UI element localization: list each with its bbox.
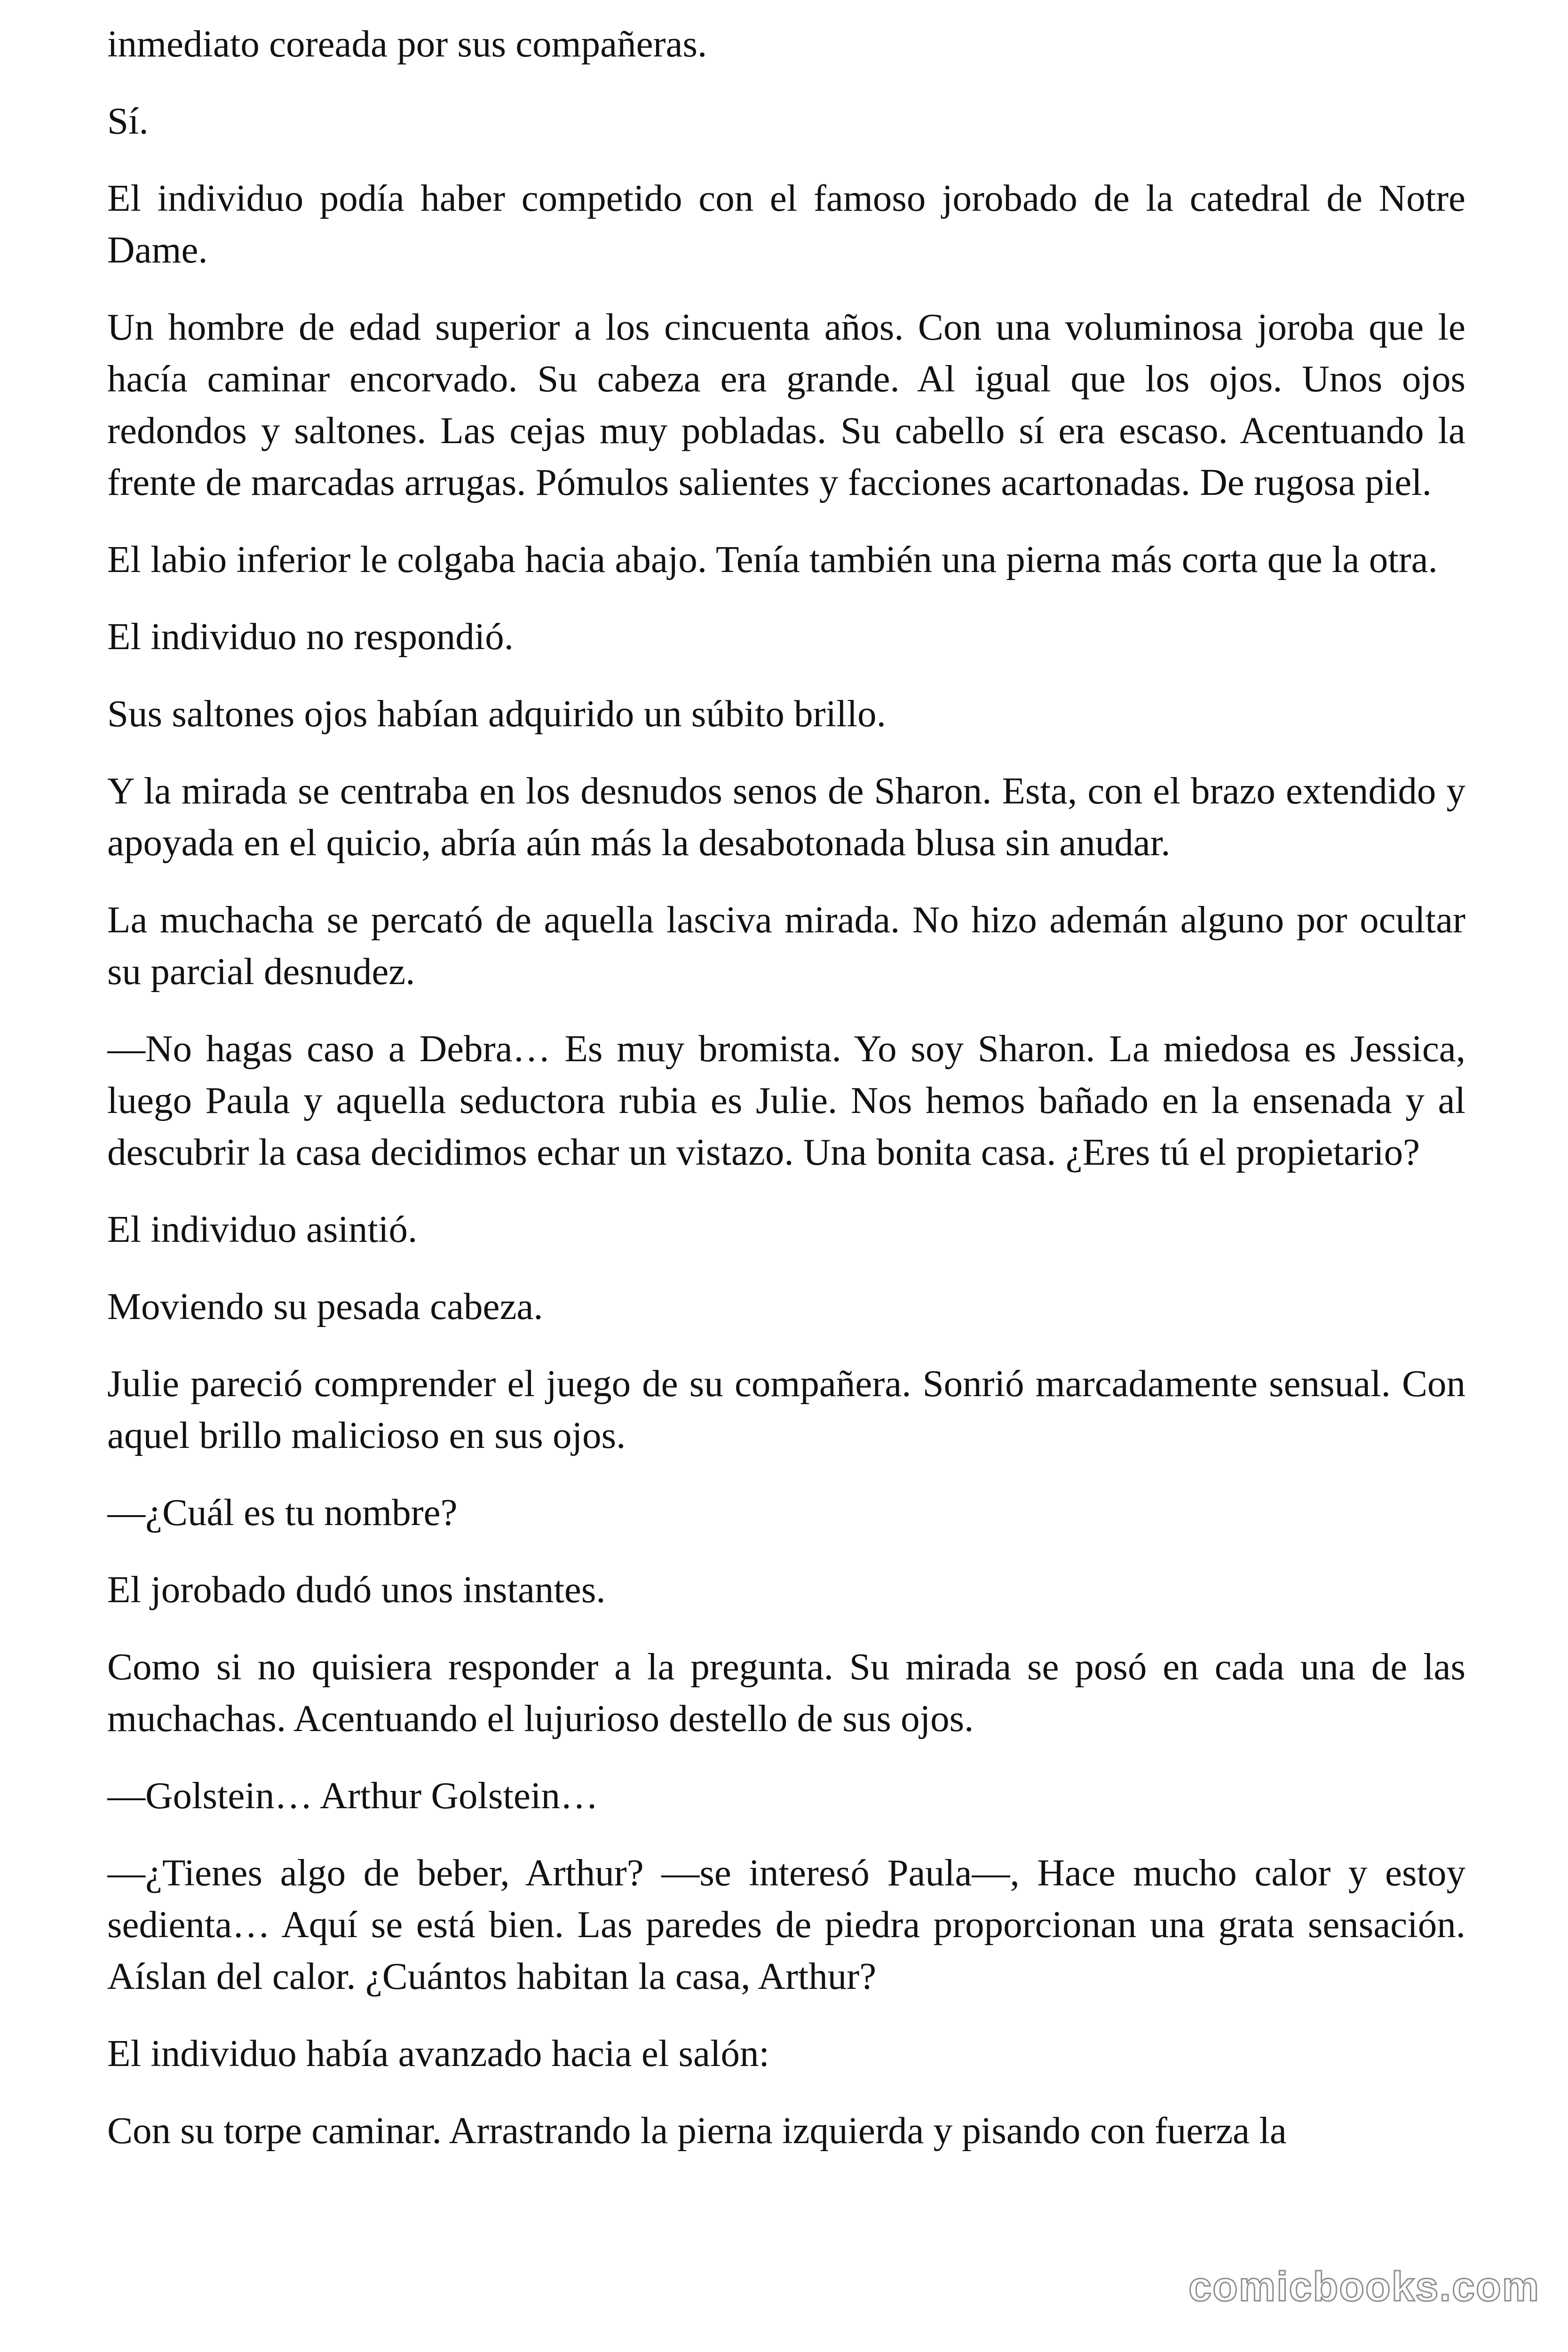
paragraph: Y la mirada se centraba en los desnudos senos de Sharon. Esta, con el brazo extendido y apoyada en el quicio, abría aún más la desabotonada blusa sin anudar. <box>107 770 1465 864</box>
paragraph: El jorobado dudó unos instantes. <box>107 1568 606 1611</box>
paragraph: Un hombre de edad superior a los cincuenta años. Con una voluminosa joroba que le hacía caminar encorvado. Su cabeza era grande. Al igual que los ojos. Unos ojos redondos y saltones. Las cejas muy pobladas. Su cabello sí era escaso. Acentuando la frente de marcadas arrugas. Pómulos salientes y facciones acartonadas. De rugosa piel. <box>107 306 1465 503</box>
paragraph: inmediato coreada por sus compañeras. <box>107 23 707 65</box>
paragraph: —¿Tienes algo de beber, Arthur? —se interesó Paula—, Hace mucho calor y estoy sedienta… Aquí se está bien. Las paredes de piedra proporcionan una grata sensación. Aíslan del calor. ¿Cuántos habitan la casa, Arthur? <box>107 1851 1465 1997</box>
paragraph: —¿Cuál es tu nombre? <box>107 1491 458 1534</box>
paragraph: Moviendo su pesada cabeza. <box>107 1285 543 1327</box>
paragraph: El labio inferior le colgaba hacia abajo. Tenía también una pierna más corta que la otra. <box>107 538 1438 580</box>
paragraph: Con su torpe caminar. Arrastrando la pierna izquierda y pisando con fuerza la <box>107 2109 1287 2152</box>
paragraph: Sí. <box>107 100 149 142</box>
paragraph: El individuo no respondió. <box>107 615 514 658</box>
paragraph: El individuo había avanzado hacia el salón: <box>107 2032 770 2074</box>
paragraph: Sus saltones ojos habían adquirido un súbito brillo. <box>107 692 886 735</box>
paragraph: —No hagas caso a Debra… Es muy bromista. Yo soy Sharon. La miedosa es Jessica, luego Paula y aquella seductora rubia es Julie. Nos hemos bañado en la ensenada y al descubrir la casa decidimos echar un vistazo. Una bonita casa. ¿Eres tú el propietario? <box>107 1027 1465 1173</box>
paragraph: Julie pareció comprender el juego de su compañera. Sonrió marcadamente sensual. Con aquel brillo malicioso en sus ojos. <box>107 1362 1465 1456</box>
paragraph: El individuo asintió. <box>107 1208 418 1250</box>
paragraph: El individuo podía haber competido con el famoso jorobado de la catedral de Notre Dame. <box>107 177 1465 271</box>
paragraph: Como si no quisiera responder a la pregunta. Su mirada se posó en cada una de las muchachas. Acentuando el lujurioso destello de sus ojos. <box>107 1645 1465 1740</box>
document-page <box>107 0 1465 2352</box>
watermark: comicbooks.com <box>1188 2263 1540 2310</box>
paragraph: La muchacha se percató de aquella lasciva mirada. No hizo ademán alguno por ocultar su parcial desnudez. <box>107 898 1465 993</box>
paragraph: —Golstein… Arthur Golstein… <box>107 1774 598 1817</box>
